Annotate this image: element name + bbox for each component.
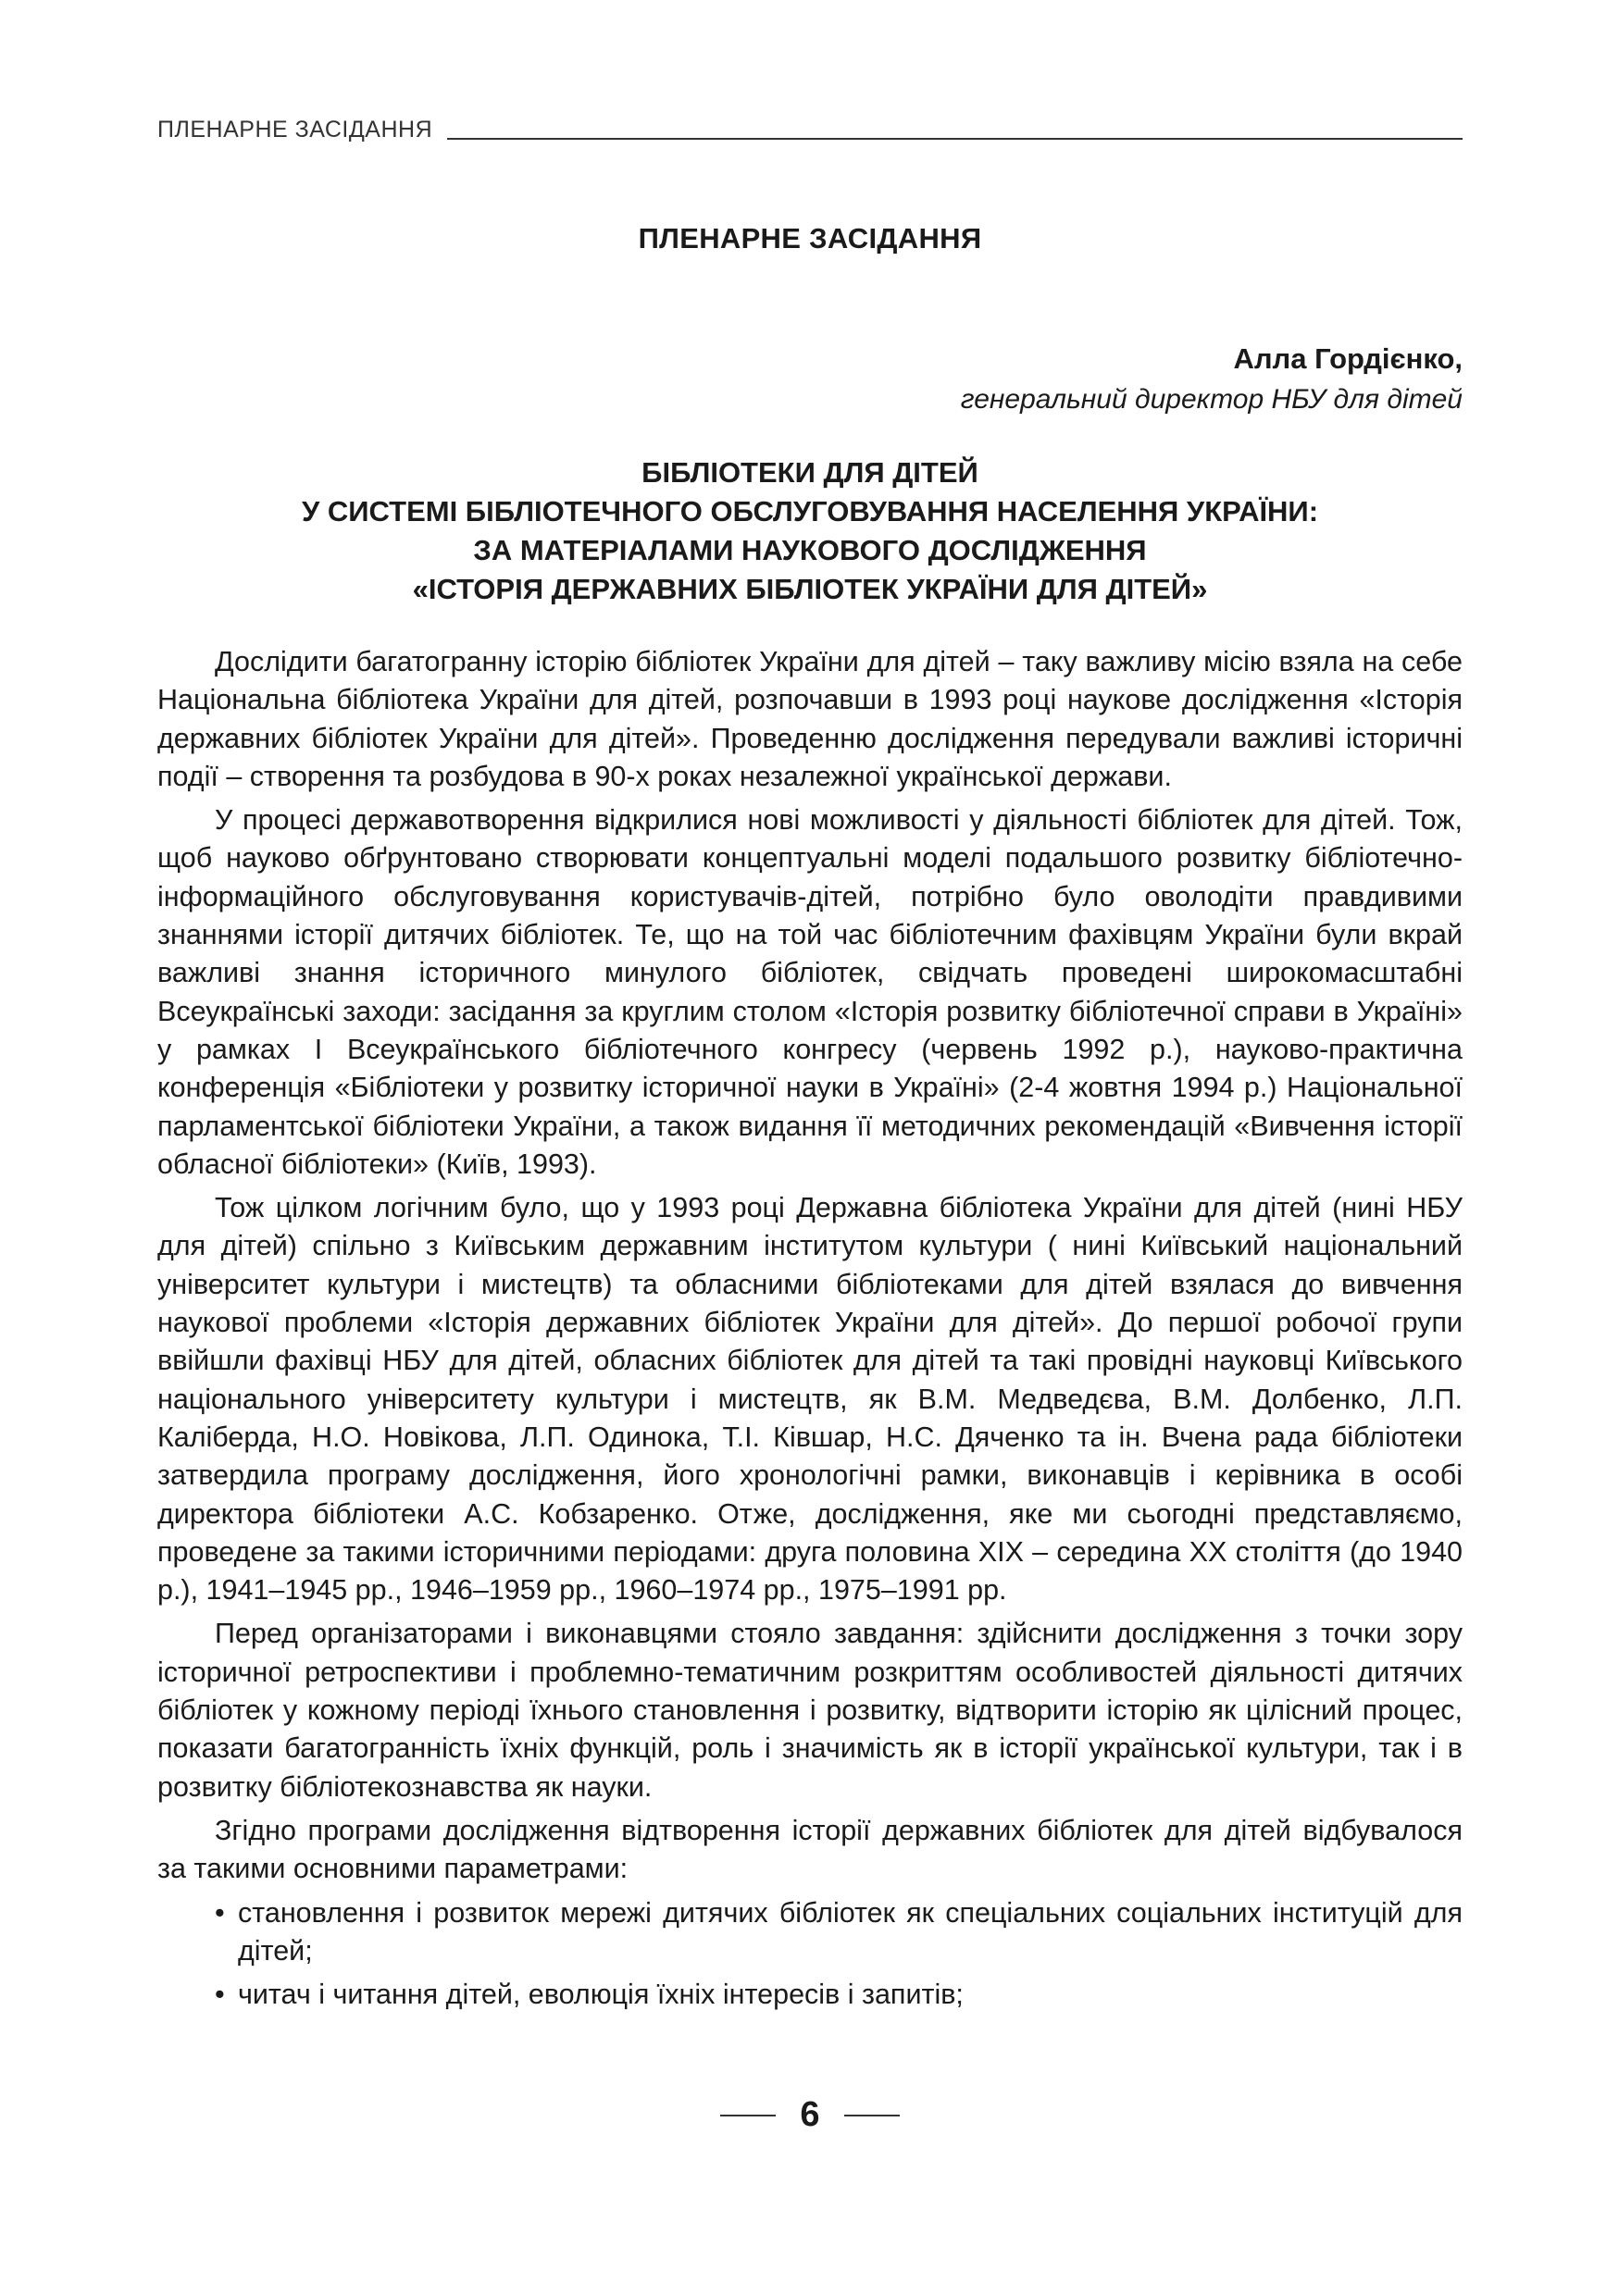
section-title: ПЛЕНАРНЕ ЗАСІДАННЯ [638, 222, 982, 254]
running-header-rule [447, 138, 1463, 140]
article-title [157, 453, 1463, 609]
article-title-line: БІБЛІОТЕКИ ДЛЯ ДІТЕЙ [641, 456, 978, 489]
paragraph: Дослідити багатогранну історію бібліотек України для дітей – таку важливу місію взяла на себе Національна бібліотека України для дітей, розпочавши в 1993 році наукове дослідження «Історія державних бібліотек України для дітей». Проведенню дослідження передували важливі історичні події – створення та розбудова в 90-х роках незалежної української держави. [157, 646, 1463, 792]
running-header-title: ПЛЕНАРНЕ ЗАСІДАННЯ [157, 117, 433, 143]
paragraph: У процесі державотворення відкрилися нові можливості у діяльності бібліотек для дітей. Тож, щоб науково обґрунтовано створювати концептуальні моделі подальшого розвитку бібліотечно-інформаційного обслуговування користувачів-дітей, потрібно було оволодіти правдивими знаннями історії дитячих бібліотек. Те, що на той час бібліотечним фахівцям України були вкрай важливі знання історичного минулого бібліотек, свідчать проведені широкомасштабні Всеукраїнські заходи: засідання за круглим столом «Історія розвитку бібліотечної справи в Україні» у рамках І Всеукраїнського бібліотечного конгресу (червень 1992 р.), науково-практична конференція «Бібліотеки у розвитку історичної науки в Україні» (2-4 жовтня 1994 р.) Національної парламентської бібліотеки України, а також видання її методичних рекомендацій «Вивчення історії обласної бібліотеки» (Київ, 1993). [157, 804, 1463, 1180]
list-item [157, 1976, 1463, 2014]
bullet-list [157, 1894, 1463, 2015]
bullet-icon: • [215, 1979, 225, 2011]
article-title-line: «ІСТОРІЯ ДЕРЖАВНИХ БІБЛІОТЕК УКРАЇНИ ДЛЯ ДІТЕЙ» [412, 573, 1208, 605]
bullet-icon: • [215, 1896, 225, 1929]
list-item-text: читач і читання дітей, еволюція їхніх інтересів і запитів; [238, 1979, 964, 2011]
author-position: генеральний директор НБУ для дітей [960, 384, 1463, 415]
page-number-rule-right [844, 2115, 900, 2116]
paragraph: Тож цілком логічним було, що у 1993 році Державна бібліотека України для дітей (нині НБУ для дітей) спільно з Київським державним інститутом культури ( нині Київський національний університет культури і мистецтв) та обласними бібліотеками для дітей взялася до вивчення наукової проблеми «Історія державних бібліотек України для дітей». До першої робочої групи ввійшли фахівці НБУ для дітей, обласних бібліотек для дітей та такі провідні науковці Київського національного університету культури і мистецтв, як В.М. Медведєва, В.М. Долбенко, Л.П. Каліберда, Н.О. Новікова, Л.П. Одинока, Т.І. Ківшар, Н.С. Дяченко та ін. Вчена рада бібліотеки затвердила програму дослідження, його хронологічні рамки, виконавців і керівника в особі директора бібліотеки А.С. Кобзаренко. Отже, дослідження, яке ми сьогодні представляємо, проведене за такими історичними періодами: друга половина XIX – середина XX століття (до 1940 р.), 1941–1945 рр., 1946–1959 рр., 1960–1974 рр., 1975–1991 рр. [157, 1192, 1463, 1607]
paragraph: Перед організаторами і виконавцями стояло завдання: здійснити дослідження з точки зору історичної ретроспективи і проблемно-тематичним розкриттям особливостей діяльності дитячих бібліотек у кожному періоді їхнього становлення і розвитку, відтворити історію як цілісний процес, показати багатогранність їхніх функцій, роль і значимість як в історії української культури, так і в розвитку бібліотекознавства як науки. [157, 1618, 1463, 1803]
article-title-line: У СИСТЕМІ БІБЛІОТЕЧНОГО ОБСЛУГОВУВАННЯ НАСЕЛЕННЯ УКРАЇНИ: [301, 495, 1319, 527]
page-number-rule-left [720, 2115, 776, 2116]
article-body [157, 643, 1463, 2019]
running-header [157, 118, 1463, 142]
list-item [157, 1894, 1463, 1971]
list-item-text: становлення і розвиток мережі дитячих бібліотек як спеціальних соціальних інституцій для дітей; [238, 1896, 1463, 1967]
article-title-line: ЗА МАТЕРІАЛАМИ НАУКОВОГО ДОСЛІДЖЕННЯ [473, 534, 1147, 566]
paragraph: Згідно програми дослідження відтворення історії державних бібліотек для дітей відбувалося за такими основними параметрами: [157, 1814, 1463, 1885]
page-number: 6 [800, 2095, 820, 2134]
author-name: Алла Гордієнко, [1233, 342, 1463, 375]
page-footer [157, 2095, 1463, 2135]
author-block [157, 339, 1463, 420]
